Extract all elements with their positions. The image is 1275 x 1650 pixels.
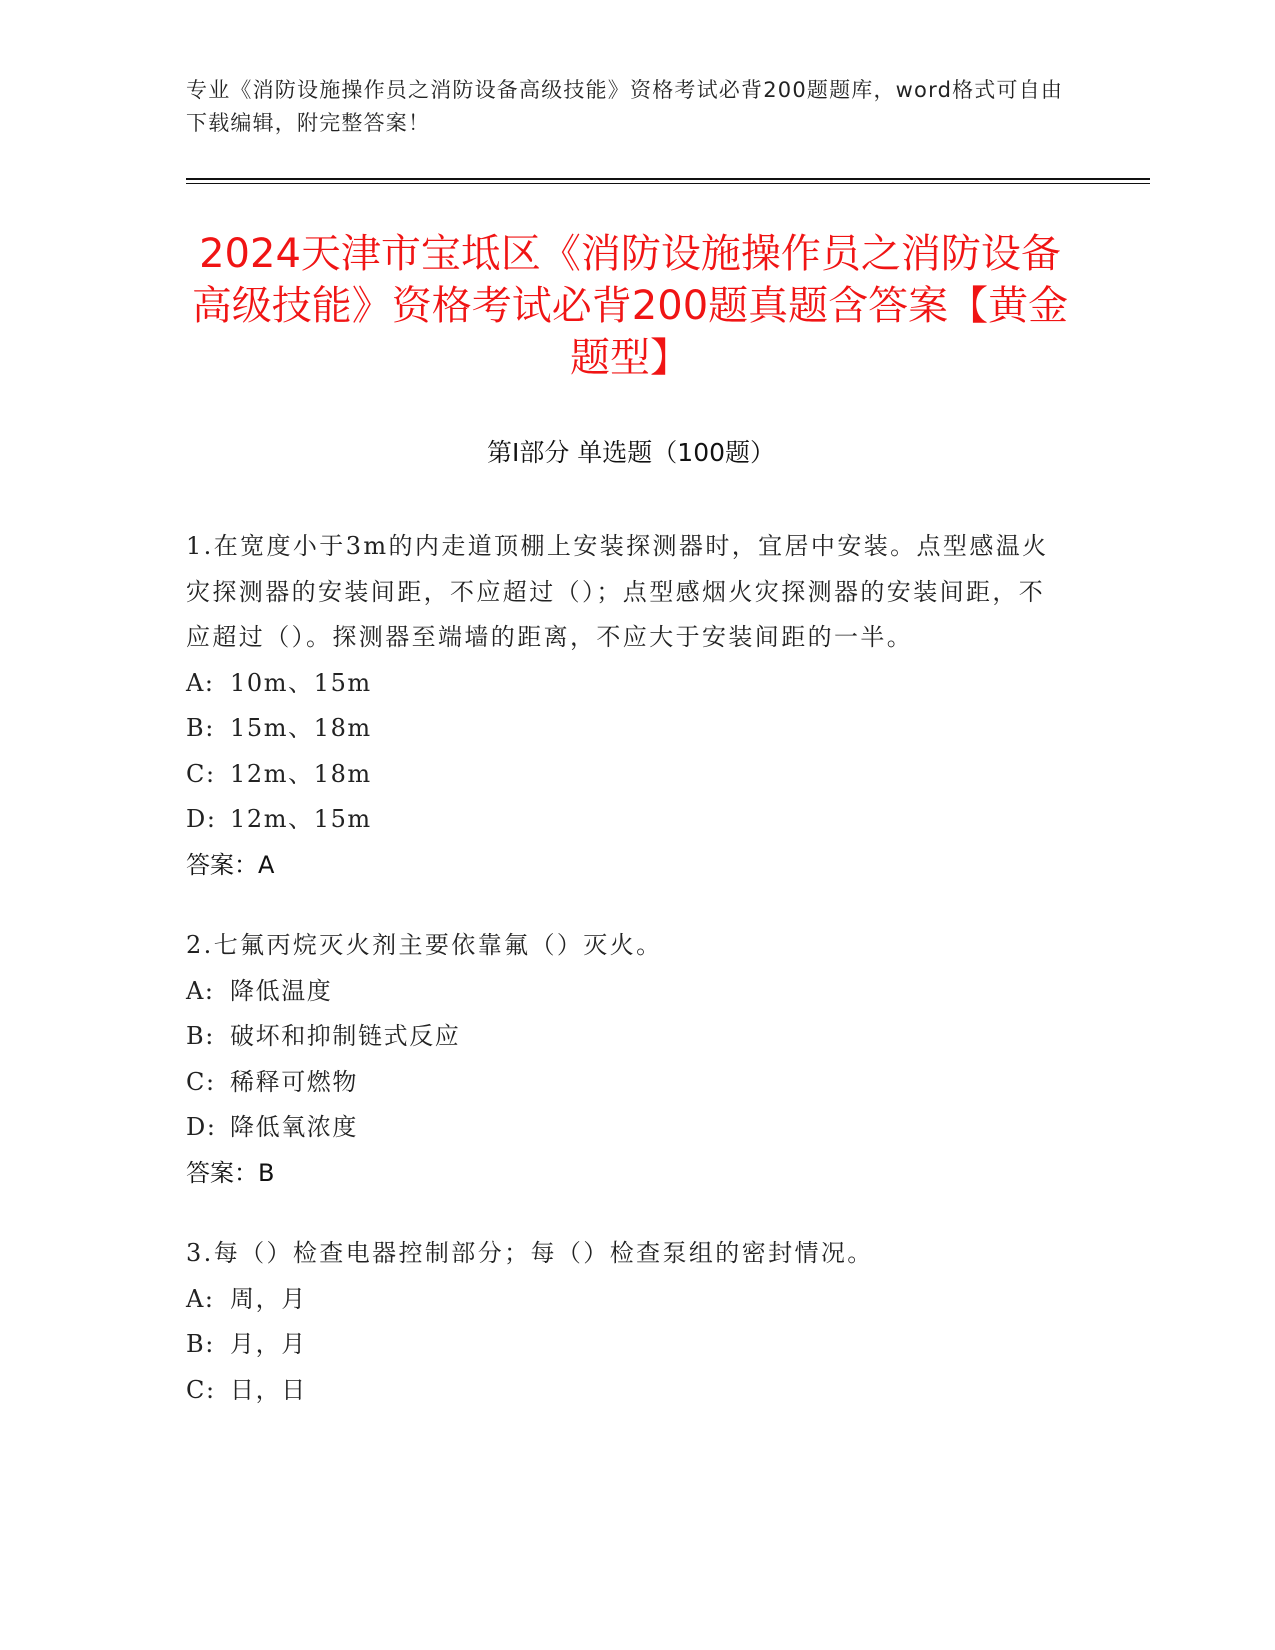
option-c — [186, 1368, 1066, 1414]
option-a — [186, 969, 1066, 1015]
question-3 — [186, 1231, 1066, 1413]
option-text: 周，月 — [230, 1284, 307, 1313]
option-key: D: — [186, 1113, 217, 1141]
option-text: 降低温度 — [230, 976, 333, 1005]
question-list — [186, 524, 1066, 1448]
option-key: A: — [186, 976, 215, 1005]
answer-line: 答案：B — [186, 1158, 275, 1187]
option-text: 10m、15m — [230, 668, 372, 697]
option-text: 15m、18m — [230, 714, 372, 742]
option-text: 12m、18m — [230, 759, 372, 788]
question-stem: 1.在宽度小于3m的内走道顶棚上安装探测器时，宜居中安装。点型感温火灾探测器的安装间距，不应超过（）；点型感烟火灾探测器的安装间距，不应超过（）。探测器至端墙的距离，不应大于安装间距的一半。 — [186, 532, 1049, 651]
option-text: 降低氧浓度 — [230, 1113, 358, 1141]
question-stem: 2.七氟丙烷灭火剂主要依靠氟（）灭火。 — [186, 931, 663, 959]
option-a — [186, 661, 1066, 707]
question-1 — [186, 524, 1066, 888]
header-divider-thin — [186, 183, 1150, 184]
section-title: 第I部分 单选题（100题） — [486, 438, 776, 467]
header-note: 专业《消防设施操作员之消防设备高级技能》资格考试必背200题题库，word格式可自由下载编辑，附完整答案！ — [186, 78, 1064, 135]
option-text: 12m、15m — [230, 805, 372, 833]
option-key: D: — [186, 805, 217, 833]
option-key: C: — [186, 759, 216, 788]
document-title: 2024天津市宝坻区《消防设施操作员之消防设备高级技能》资格考试必背200题真题含答案【黄金题型】 — [191, 231, 1069, 381]
option-text: 稀释可燃物 — [230, 1067, 358, 1096]
option-text: 破坏和抑制链式反应 — [230, 1022, 461, 1050]
option-text: 日，日 — [230, 1375, 307, 1404]
question-stem: 3.每（）检查电器控制部分；每（）检查泵组的密封情况。 — [186, 1239, 874, 1267]
option-text: 月，月 — [230, 1330, 307, 1358]
option-key: A: — [186, 1284, 215, 1313]
option-b — [186, 1014, 1066, 1060]
option-b — [186, 706, 1066, 752]
header-divider — [186, 178, 1150, 180]
answer-line: 答案：A — [186, 850, 275, 879]
option-d — [186, 797, 1066, 843]
option-key: C: — [186, 1067, 216, 1096]
option-key: A: — [186, 668, 215, 697]
option-b — [186, 1322, 1066, 1368]
option-key: C: — [186, 1375, 216, 1404]
option-d — [186, 1105, 1066, 1151]
question-2 — [186, 923, 1066, 1196]
option-a — [186, 1277, 1066, 1323]
option-c — [186, 1060, 1066, 1106]
option-key: B: — [186, 1022, 215, 1050]
option-key: B: — [186, 714, 215, 742]
option-c — [186, 752, 1066, 798]
option-key: B: — [186, 1330, 215, 1358]
